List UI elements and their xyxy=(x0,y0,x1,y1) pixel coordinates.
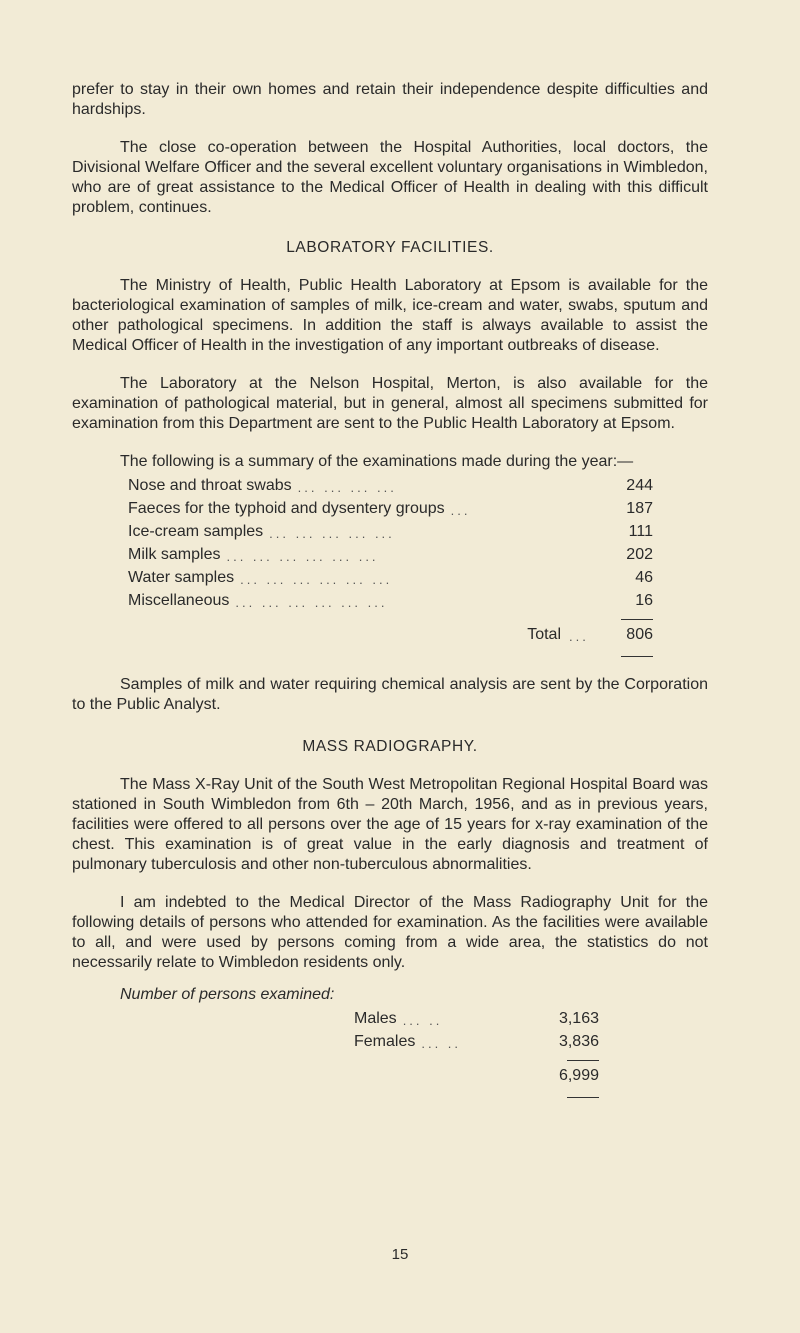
row-label: Miscellaneous xyxy=(128,592,230,609)
paragraph-xray-unit: The Mass X-Ray Unit of the South West Metropolitan Regional Hospital Board was stationed in South Wimbledon from 6th – 20th March, 1956, and as in previous years, facilities were offered to all persons over the age of 15 years for x-ray examination of the chest. This examination is of great value in the early diagnosis and treatment of pulmonary tuberculosis and other non-tuberculous abnormalities. xyxy=(72,776,708,873)
row-value: 187 xyxy=(626,500,653,517)
document-page xyxy=(72,80,708,1098)
paragraph-summary-intro: The following is a summary of the examinations made during the year:— xyxy=(120,453,634,470)
table-row xyxy=(354,1005,599,1028)
row-value: 111 xyxy=(628,523,653,540)
table-row xyxy=(128,518,653,541)
row-label: Females xyxy=(354,1033,416,1050)
persons-table xyxy=(354,1005,599,1098)
exam-summary-table xyxy=(128,472,653,657)
leader-dots: ... ... ... ... ... xyxy=(269,526,395,541)
leader-dots: ... ... ... ... ... ... xyxy=(226,549,379,564)
leader-dots: ... ... ... ... ... ... xyxy=(240,572,393,587)
row-value: 202 xyxy=(626,546,653,563)
total-row xyxy=(354,1061,599,1085)
row-label: Water samples xyxy=(128,569,235,586)
leader-dots: ... .. xyxy=(421,1036,462,1051)
row-label: Males xyxy=(354,1010,397,1027)
sum-rule xyxy=(567,1097,599,1098)
persons-heading: Number of persons examined: xyxy=(120,986,335,1003)
row-value: 3,836 xyxy=(558,1033,599,1050)
leader-dots: ... xyxy=(450,503,471,518)
paragraph-epsom: The Ministry of Health, Public Health Laboratory at Epsom is available for the bacteriological examination of samples of milk, ice-cream and water, swabs, sputum and other pathological specimens. In addition the staff is always available to assist the Medical Officer of Health in the investigation of any important outbreaks of disease. xyxy=(72,277,708,354)
leader-dots: ... ... ... ... xyxy=(297,480,397,495)
total-label: Total xyxy=(527,626,561,643)
total-value: 806 xyxy=(626,626,653,643)
paragraph-nelson: The Laboratory at the Nelson Hospital, Merton, is also available for the examination of pathological material, but in general, almost all specimens submitted for examination from this Department are sent to the Public Health Laboratory at Epsom. xyxy=(72,375,708,432)
table-row xyxy=(354,1028,599,1051)
leader-dots: ... .. xyxy=(402,1013,443,1028)
total-row xyxy=(128,620,653,644)
paragraph-cooperation: The close co-operation between the Hospital Authorities, local doctors, the Divisional Welfare Officer and the several excellent voluntary organisations in Wimbledon, who are of great assistance to the Medical Officer of Health in dealing with this difficult problem, continues. xyxy=(72,139,708,216)
total-value: 6,999 xyxy=(558,1067,599,1084)
row-label: Milk samples xyxy=(128,546,221,563)
page-number: 15 xyxy=(391,1246,409,1263)
table-row xyxy=(128,564,653,587)
row-value: 16 xyxy=(635,592,653,609)
table-row xyxy=(128,495,653,518)
heading-laboratory: LABORATORY FACILITIES. xyxy=(286,239,494,256)
table-row xyxy=(128,472,653,495)
row-value: 3,163 xyxy=(558,1010,599,1027)
row-value: 244 xyxy=(626,477,653,494)
paragraph-public-analyst: Samples of milk and water requiring chemical analysis are sent by the Corporation to the Public Analyst. xyxy=(72,676,708,713)
row-value: 46 xyxy=(635,569,653,586)
table-row xyxy=(128,587,653,610)
leader-dots: ... xyxy=(569,629,589,644)
heading-mass-radiography: MASS RADIOGRAPHY. xyxy=(302,738,478,755)
row-label: Faeces for the typhoid and dysentery groups xyxy=(128,500,445,517)
row-label: Ice-cream samples xyxy=(128,523,264,540)
table-row xyxy=(128,541,653,564)
paragraph-intro: prefer to stay in their own homes and retain their independence despite difficulties and hardships. xyxy=(72,81,708,118)
row-label: Nose and throat swabs xyxy=(128,477,292,494)
leader-dots: ... ... ... ... ... ... xyxy=(235,595,388,610)
paragraph-indebted: I am indebted to the Medical Director of the Mass Radiography Unit for the following details of persons who attended for examination. As the facilities were available to all, and were used by persons coming from a wide area, the statistics do not necessarily relate to Wimbledon residents only. xyxy=(72,894,708,971)
